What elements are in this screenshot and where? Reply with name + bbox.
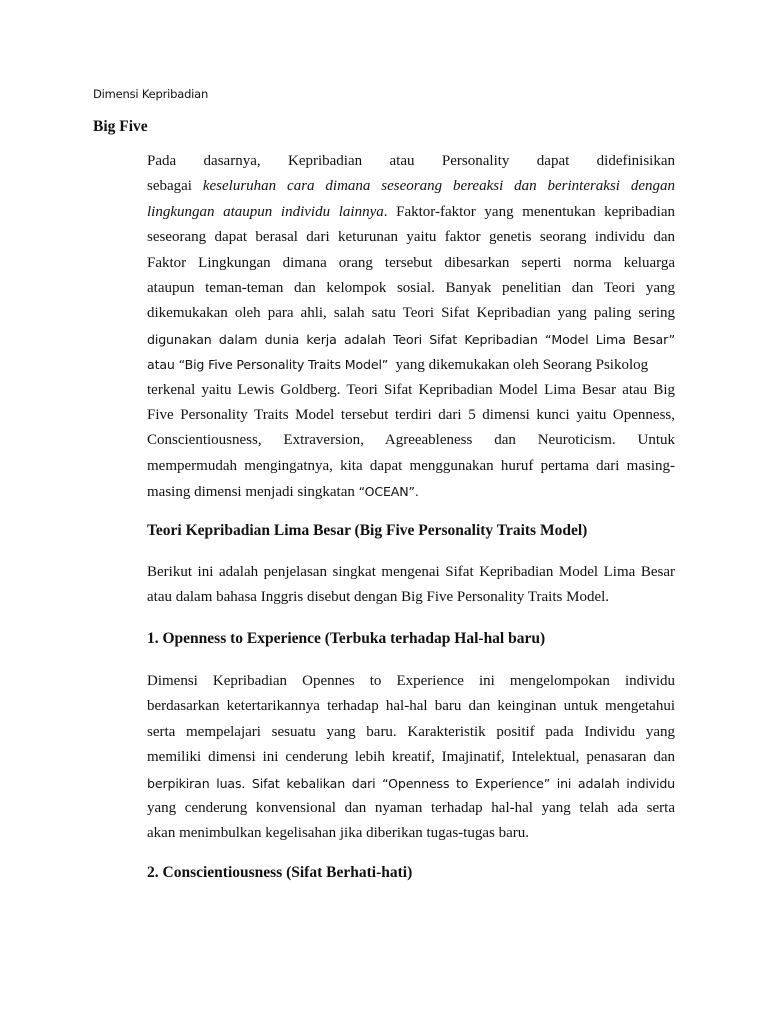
intro-line: Pada dasarnya, Kepribadian atau Personality dapat didefinisikan: [147, 153, 675, 169]
intro-paragraph: [147, 149, 675, 504]
intro-line: lingkungan ataupun individu lainnya. Faktor-faktor yang menentukan kepribadian: [147, 203, 675, 220]
intro-line: digunakan dalam dunia kerja adalah Teori Sifat Kepribadian “Model Lima Besar”: [147, 331, 675, 347]
intro-line: ataupun teman-teman dan kelompok sosial. Banyak penelitian dan Teori yang: [147, 279, 675, 296]
heading-teori-lima-besar: Teori Kepribadian Lima Besar (Big Five Personality Traits Model): [147, 522, 588, 539]
definition-italic: lingkungan ataupun individu lainnya: [147, 203, 384, 220]
heading-conscientiousness: 2. Conscientiousness (Sifat Berhati-hati): [147, 864, 413, 881]
intro-line: mempermudah mengingatnya, kita dapat menggunakan huruf pertama dari masing-: [147, 457, 675, 474]
intro-line: terkenal yaitu Lewis Goldberg. Teori Sifat Kepribadian Model Lima Besar atau Big: [147, 381, 675, 398]
intro-line: masing dimensi menjadi singkatan “OCEAN”.: [147, 484, 419, 501]
intro-line: dikemukakan oleh para ahli, salah satu Teori Sifat Kepribadian yang paling sering: [147, 305, 675, 322]
intro-line: Five Personality Traits Model tersebut terdiri dari 5 dimensi kunci yaitu Openness,: [147, 406, 675, 423]
openness-line: berdasarkan ketertarikannya terhadap hal-hal baru dan keinginan untuk mengetahui: [147, 698, 675, 715]
intro-line: sebagai keseluruhan cara dimana seseorang bereaksi dan berinteraksi dengan: [147, 178, 675, 195]
openness-line: Dimensi Kepribadian Opennes to Experience ini mengelompokan individu: [147, 673, 675, 689]
openness-line: serta mempelajari sesuatu yang baru. Karakteristik positif pada Individu yang: [147, 723, 675, 740]
openness-line: memiliki dimensi ini cenderung lebih kreatif, Imajinatif, Intelektual, penasaran dan: [147, 749, 675, 766]
intro-line: Conscientiousness, Extraversion, Agreeableness dan Neuroticism. Untuk: [147, 432, 675, 449]
heading-big-five: Big Five: [93, 118, 148, 135]
openness-line: berpikiran luas. Sifat kebalikan dari “Openness to Experience” ini adalah individu: [147, 775, 675, 791]
ocean-acronym: “OCEAN”.: [358, 484, 419, 500]
document-label: Dimensi Kepribadian: [93, 87, 209, 101]
openness-line: yang cenderung konvensional dan nyaman terhadap hal-hal yang telah ada serta: [147, 799, 675, 816]
intro-line: atau “Big Five Personality Traits Model” yang dikemukakan oleh Seorang Psikolog: [147, 357, 649, 374]
teori-paragraph: [147, 560, 675, 611]
intro-line: seseorang dapat berasal dari keturunan yaitu faktor genetis seorang individu dan: [147, 229, 675, 246]
teori-line: Berikut ini adalah penjelasan singkat mengenai Sifat Kepribadian Model Lima Besar: [147, 564, 675, 580]
heading-openness: 1. Openness to Experience (Terbuka terhadap Hal-hal baru): [147, 630, 546, 647]
openness-line: akan menimbulkan kegelisahan jika diberikan tugas-tugas baru.: [147, 825, 529, 842]
openness-paragraph: [147, 669, 675, 847]
intro-line: Faktor Lingkungan dimana orang tersebut dibesarkan seperti norma keluarga: [147, 254, 675, 271]
definition-italic: keseluruhan cara dimana seseorang bereaksi dan berinteraksi dengan: [202, 178, 675, 195]
teori-line: atau dalam bahasa Inggris disebut dengan Big Five Personality Traits Model.: [147, 589, 610, 606]
